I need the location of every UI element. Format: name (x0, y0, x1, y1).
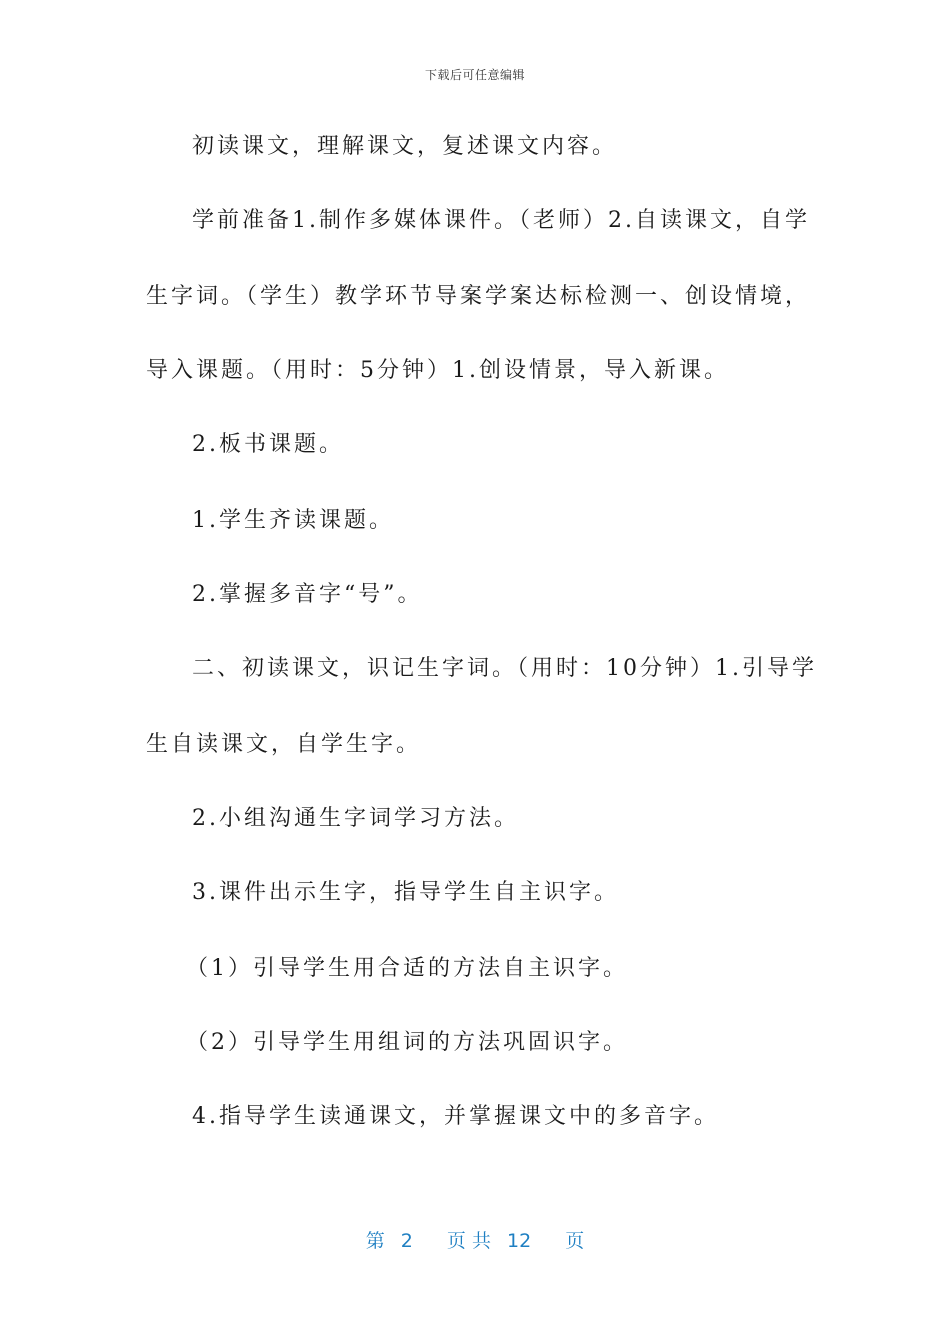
paragraph-line: 1.学生齐读课题。 (192, 508, 394, 533)
paragraph-line: （2）引导学生用组词的方法巩固识字。 (186, 1030, 628, 1055)
current-page-number: 2 (400, 1230, 413, 1252)
page-footer (0, 1226, 950, 1253)
header-note: 下载后可任意编辑 (424, 68, 525, 82)
paragraph-line: 2.掌握多音字“号”。 (192, 582, 423, 607)
total-pages-number: 12 (507, 1230, 532, 1252)
page-mid-text: 页 共 (446, 1230, 491, 1252)
paragraph-line: 学前准备1.制作多媒体课件。（老师）2.自读课文，自学 (192, 208, 810, 233)
paragraph-line: 二、初读课文，识记生字词。（用时：10分钟）1.引导学 (192, 656, 817, 681)
paragraph-line: 2.小组沟通生字词学习方法。 (192, 806, 519, 831)
paragraph-line: 初读课文，理解课文，复述课文内容。 (192, 134, 618, 159)
paragraph-line: 生字词。（学生）教学环节导案学案达标检测一、创设情境， (146, 284, 811, 309)
paragraph-line: 生自读课文，自学生字。 (146, 732, 422, 757)
paragraph-line: 导入课题。（用时：5分钟）1.创设情景，导入新课。 (146, 358, 729, 383)
paragraph-line: 4.指导学生读通课文，并掌握课文中的多音字。 (192, 1104, 719, 1129)
paragraph-line: （1）引导学生用合适的方法自主识字。 (186, 956, 628, 981)
paragraph-line: 2.板书课题。 (192, 432, 344, 457)
paragraph-line: 3.课件出示生字，指导学生自主识字。 (192, 880, 619, 905)
page-prefix: 第 (365, 1230, 385, 1252)
page-suffix: 页 (565, 1230, 585, 1252)
